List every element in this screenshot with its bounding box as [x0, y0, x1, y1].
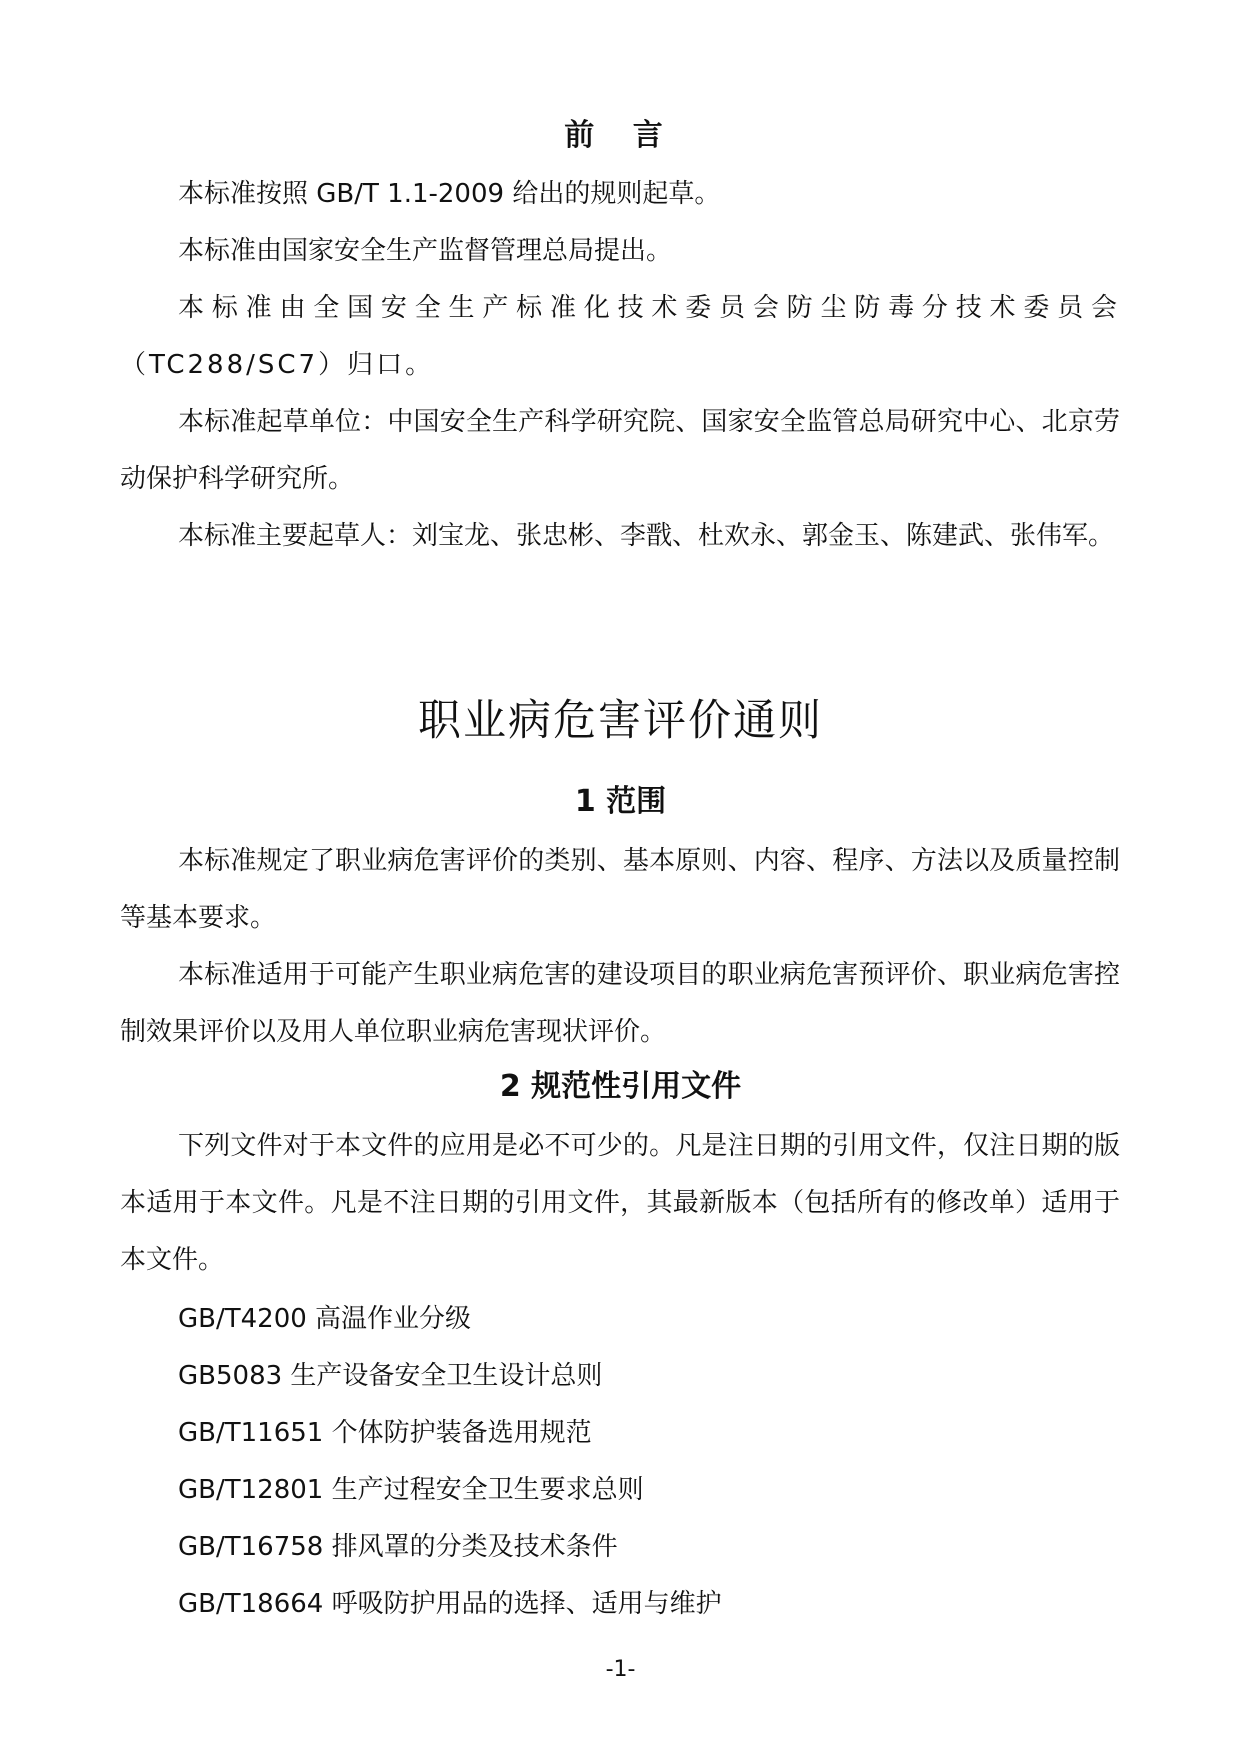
foreword-title: 前 言 — [564, 118, 677, 153]
reference-item: GB/T16758 排风罩的分类及技术条件 — [178, 1532, 618, 1562]
reference-item: GB5083 生产设备安全卫生设计总则 — [178, 1361, 603, 1391]
reference-item: GB/T4200 高温作业分级 — [178, 1304, 472, 1334]
page-number: -1- — [605, 1657, 636, 1682]
foreword-paragraph: 本标准主要起草人：刘宝龙、张忠彬、李戬、杜欢永、郭金玉、陈建武、张伟军。 — [178, 521, 1115, 551]
scope-paragraph: 本标准规定了职业病危害评价的类别、基本原则、内容、程序、方法以及质量控制等基本要求。 — [120, 846, 1120, 933]
section-heading-scope: 1 范围 — [574, 784, 667, 819]
section-heading-normative-references: 2 规范性引用文件 — [499, 1069, 742, 1104]
foreword-paragraph: 本标准起草单位：中国安全生产科学研究院、国家安全监管总局研究中心、北京劳动保护科学研究所。 — [120, 407, 1120, 494]
document-title: 职业病危害评价通则 — [418, 696, 823, 746]
reference-item: GB/T12801 生产过程安全卫生要求总则 — [178, 1475, 644, 1505]
reference-item: GB/T11651 个体防护装备选用规范 — [178, 1418, 592, 1448]
foreword-paragraph: 本标准按照 GB/T 1.1-2009 给出的规则起草。 — [178, 179, 721, 209]
reference-item: GB/T18664 呼吸防护用品的选择、适用与维护 — [178, 1589, 722, 1619]
foreword-paragraph: 本标准由国家安全生产监督管理总局提出。 — [178, 236, 673, 266]
references-intro: 下列文件对于本文件的应用是必不可少的。凡是注日期的引用文件，仅注日期的版本适用于本文件。凡是不注日期的引用文件，其最新版本（包括所有的修改单）适用于本文件。 — [120, 1131, 1120, 1275]
foreword-paragraph: 本标准由全国安全生产标准化技术委员会防尘防毒分技术委员会（TC288/SC7）归口。 — [120, 293, 1120, 380]
scope-paragraph: 本标准适用于可能产生职业病危害的建设项目的职业病危害预评价、职业病危害控制效果评价以及用人单位职业病危害现状评价。 — [120, 960, 1120, 1047]
